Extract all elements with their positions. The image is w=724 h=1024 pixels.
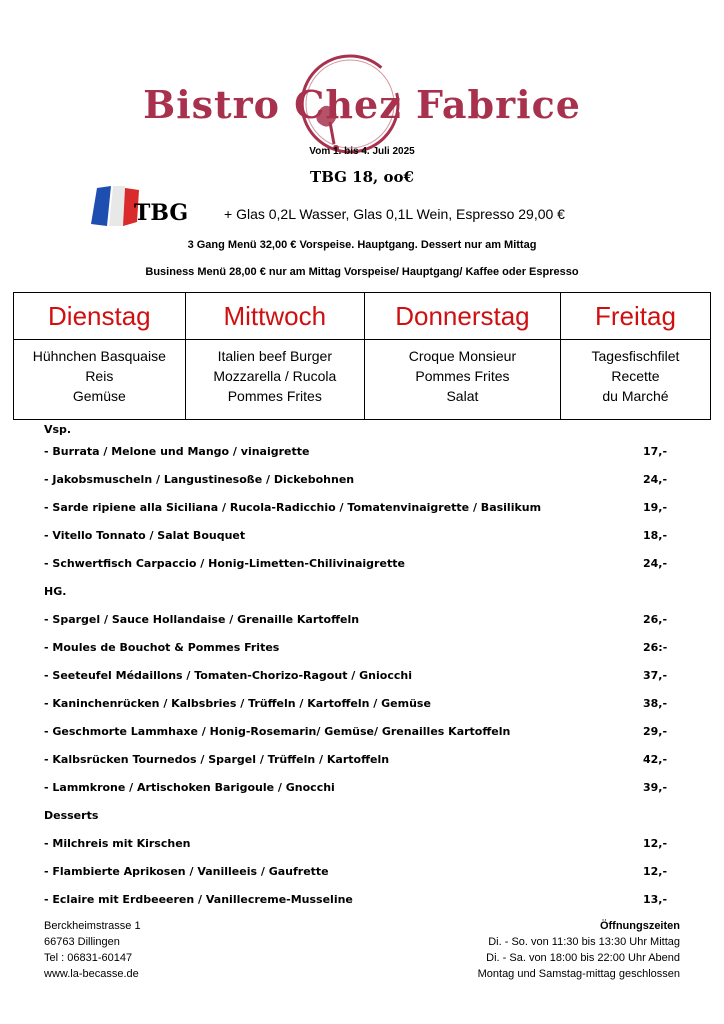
item-name: - Eclaire mit Erdbeeeren / Vanillecreme-Musseline [44,893,353,906]
item-name: - Kaninchenrücken / Kalbsbries / Trüffeln / Kartoffeln / Gemüse [44,697,431,710]
day-heading-donnerstag: Donnerstag [364,293,560,340]
opening-hours-heading: Öffnungszeiten [599,920,680,932]
item-name: - Burrata / Melone und Mango / vinaigrette [44,445,310,458]
item-price: 39,- [643,781,668,794]
menu-item [44,634,684,662]
closed-days: Montag und Samstag-mittag geschlossen [477,968,680,980]
menu-item [44,438,684,466]
website-link[interactable]: www.la-becasse.de [44,968,139,980]
logo [0,30,724,140]
tbg-offer: + Glas 0,2L Wasser, Glas 0,1L Wein, Espresso 29,00 € [224,206,565,222]
item-name: - Kalbsrücken Tournedos / Spargel / Trüffeln / Kartoffeln [44,753,390,766]
item-name: - Moules de Bouchot & Pommes Frites [44,641,280,654]
item-name: - Sarde ripiene alla Siciliana / Rucola-Radicchio / Tomatenvinaigrette / Basilikum [44,501,542,514]
menu-item [44,550,684,578]
phone-number: Tel : 06831-60147 [44,952,133,964]
menu-item [44,886,684,914]
item-price: 17,- [643,445,668,458]
item-price: 12,- [643,837,668,850]
item-name: - Vitello Tonnato / Salat Bouquet [44,529,246,542]
menu-item [44,858,684,886]
tbg-price: TBG 18, oo€ [310,168,414,186]
address-street: Berckheimstrasse 1 [44,920,141,932]
menu-item [44,830,684,858]
dish-line: Tagesfischfilet [591,348,680,364]
item-name: - Jakobsmuscheln / Langustinesoße / Dickebohnen [44,473,355,486]
day-dish-mittwoch [185,340,364,420]
menu-item [44,718,684,746]
three-course-menu: 3 Gang Menü 32,00 € Vorspeise. Hauptgang. Dessert nur am Mittag [187,239,537,251]
section-heading-desserts: Desserts [44,809,99,822]
item-name: - Milchreis mit Kirschen [44,837,191,850]
day-heading-dienstag: Dienstag [14,293,186,340]
dish-line: Salat [446,388,479,404]
item-price: 24,- [643,473,668,486]
item-price: 26,- [643,613,668,626]
address-block [44,918,141,982]
item-price: 13,- [643,893,668,906]
day-dish-freitag [560,340,710,420]
menu-item [44,662,684,690]
dish-line: du Marché [602,388,669,404]
day-heading-freitag: Freitag [560,293,710,340]
item-price: 37,- [643,669,668,682]
dish-line: Gemüse [72,388,126,404]
dish-line: Reis [85,368,114,384]
dish-line: Mozzarella / Rucola [213,368,337,384]
menu-item [44,774,684,802]
dish-line: Pommes Frites [227,388,322,404]
date-range: Vom 1. bis 4. Juli 2025 [309,146,415,157]
menu-item [44,466,684,494]
business-menu: Business Menü 28,00 € nur am Mittag Vorspeise/ Hauptgang/ Kaffee oder Espresso [145,266,579,278]
dish-line: Recette [611,368,660,384]
item-price: 19,- [643,501,668,514]
restaurant-name: Bistro Chez Fabrice [143,82,581,127]
dish-line: Pommes Frites [415,368,510,384]
item-price: 29,- [643,725,668,738]
section-heading-starters: Vsp. [44,423,72,436]
menu-item [44,746,684,774]
day-dish-donnerstag [364,340,560,420]
a-la-carte-menu [44,422,684,914]
item-price: 24,- [643,557,668,570]
menu-item [44,522,684,550]
item-name: - Flambierte Aprikosen / Vanilleeis / Gaufrette [44,865,329,878]
menu-item [44,494,684,522]
dish-line: Hühnchen Basquaise [32,348,166,364]
section-heading-mains: HG. [44,585,67,598]
item-price: 12,- [643,865,668,878]
address-city: 66763 Dillingen [44,936,120,948]
tbg-logo: TBG [134,200,189,226]
day-heading-mittwoch: Mittwoch [185,293,364,340]
item-name: - Seeteufel Médaillons / Tomaten-Chorizo-Ragout / Gniocchi [44,669,412,682]
item-name: - Geschmorte Lammhaxe / Honig-Rosemarin/ Gemüse/ Grenailles Kartoffeln [44,725,511,738]
item-price: 26:- [643,641,668,654]
hours-lunch: Di. - So. von 11:30 bis 13:30 Uhr Mittag [488,936,680,948]
item-price: 38,- [643,697,668,710]
item-price: 18,- [643,529,668,542]
weekly-menu-table [13,292,711,420]
item-name: - Lammkrone / Artischoken Barigoule / Gnocchi [44,781,335,794]
day-dish-dienstag [14,340,186,420]
item-name: - Spargel / Sauce Hollandaise / Grenaille Kartoffeln [44,613,360,626]
item-name: - Schwertfisch Carpaccio / Honig-Limetten-Chilivinaigrette [44,557,405,570]
hours-dinner: Di. - Sa. von 18:00 bis 22:00 Uhr Abend [486,952,680,964]
dish-line: Italien beef Burger [217,348,332,364]
opening-hours [478,918,680,982]
menu-item [44,606,684,634]
item-price: 42,- [643,753,668,766]
dish-line: Croque Monsieur [408,348,517,364]
menu-item [44,690,684,718]
